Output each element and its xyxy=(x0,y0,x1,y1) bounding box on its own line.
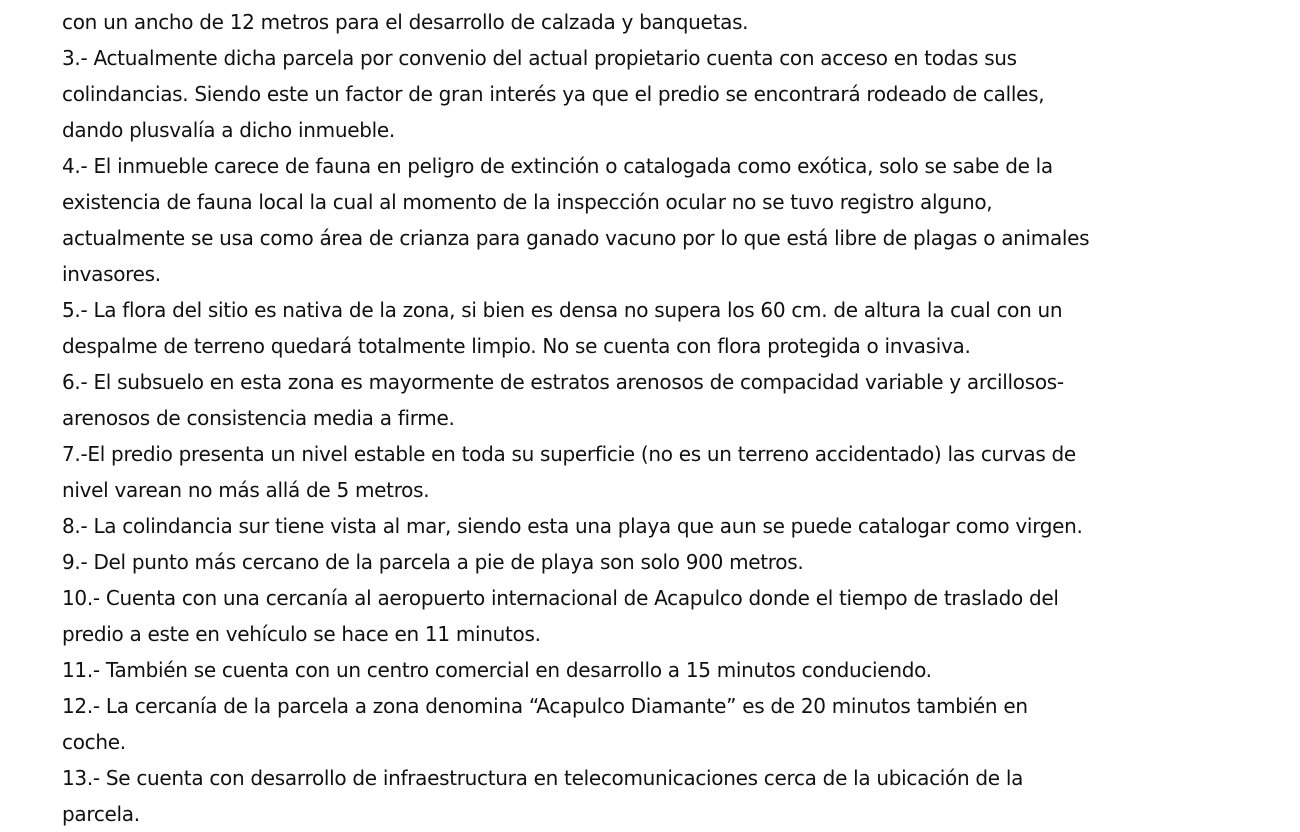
text-line: 6.- El subsuelo en esta zona es mayormente de estratos arenosos de compacidad variable y arcillosos- xyxy=(62,370,1064,394)
text-line: dando plusvalía a dicho inmueble. xyxy=(62,118,395,142)
text-line: 7.-El predio presenta un nivel estable en toda su superficie (no es un terreno accidentado) las curvas de xyxy=(62,442,1076,466)
text-line: 13.- Se cuenta con desarrollo de infraestructura en telecomunicaciones cerca de la ubicación de la xyxy=(62,766,1024,790)
text-line: 5.- La flora del sitio es nativa de la zona, si bien es densa no supera los 60 cm. de altura la cual con un xyxy=(62,298,1063,322)
text-line: actualmente se usa como área de crianza para ganado vacuno por lo que está libre de plagas o animales xyxy=(62,226,1090,250)
text-line: despalme de terreno quedará totalmente limpio. No se cuenta con flora protegida o invasiva. xyxy=(62,334,971,358)
text-line: 11.- También se cuenta con un centro comercial en desarrollo a 15 minutos conduciendo. xyxy=(62,658,932,682)
text-line: colindancias. Siendo este un factor de gran interés ya que el predio se encontrará rodeado de calles, xyxy=(62,82,1045,106)
text-line: arenosos de consistencia media a firme. xyxy=(62,406,455,430)
text-line: invasores. xyxy=(62,262,161,286)
text-line: 8.- La colindancia sur tiene vista al mar, siendo esta una playa que aun se puede catalogar como virgen. xyxy=(62,514,1083,538)
text-line: 10.- Cuenta con una cercanía al aeropuerto internacional de Acapulco donde el tiempo de traslado del xyxy=(62,586,1059,610)
text-line: 12.- La cercanía de la parcela a zona denomina “Acapulco Diamante” es de 20 minutos también en xyxy=(62,694,1028,718)
text-line: 9.- Del punto más cercano de la parcela a pie de playa son solo 900 metros. xyxy=(62,550,804,574)
text-line: parcela. xyxy=(62,802,140,826)
text-line: 3.- Actualmente dicha parcela por convenio del actual propietario cuenta con acceso en todas sus xyxy=(62,46,1017,70)
text-line: con un ancho de 12 metros para el desarrollo de calzada y banquetas. xyxy=(62,10,749,34)
text-line: predio a este en vehículo se hace en 11 minutos. xyxy=(62,622,541,646)
document-text xyxy=(62,4,1282,832)
text-line: existencia de fauna local la cual al momento de la inspección ocular no se tuvo registro alguno, xyxy=(62,190,993,214)
text-line: 4.- El inmueble carece de fauna en peligro de extinción o catalogada como exótica, solo se sabe de la xyxy=(62,154,1053,178)
text-line: nivel varean no más allá de 5 metros. xyxy=(62,478,430,502)
text-line: coche. xyxy=(62,730,126,754)
